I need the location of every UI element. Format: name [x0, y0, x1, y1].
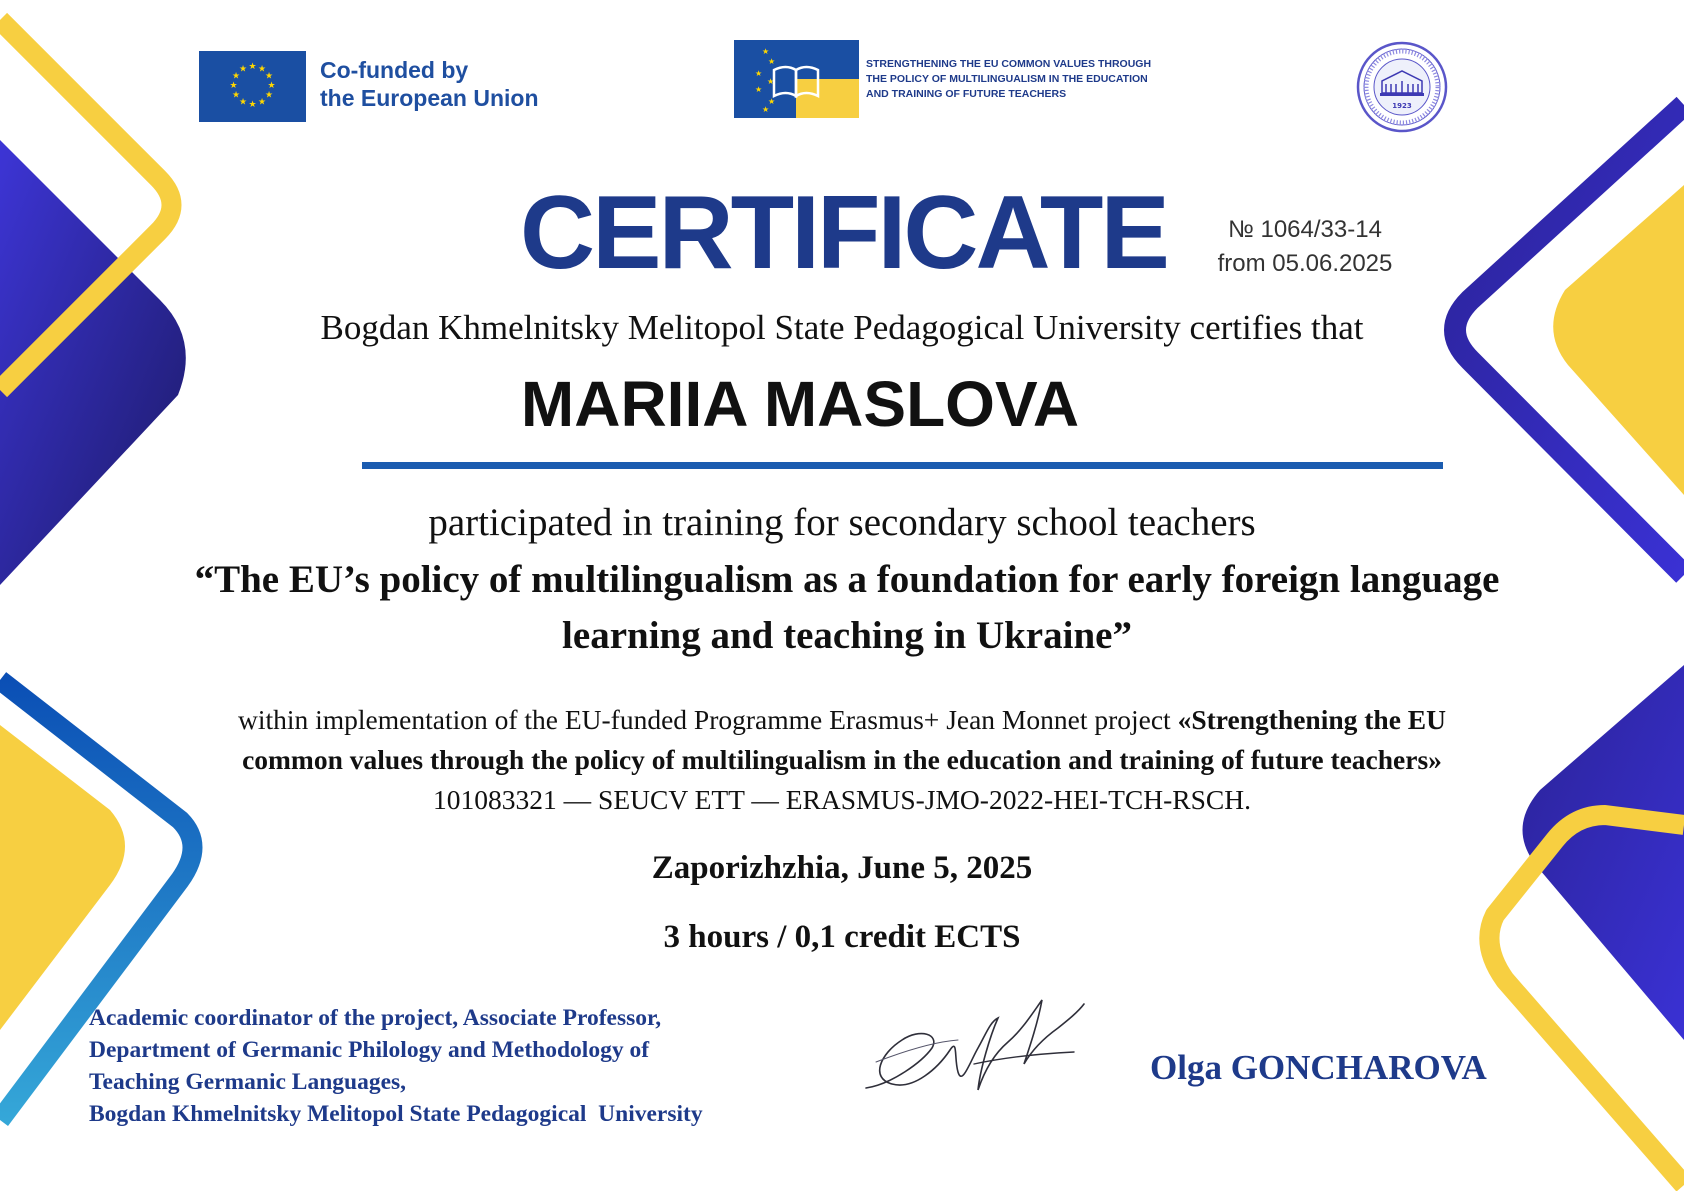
- svg-text:★: ★: [238, 64, 248, 75]
- svg-text:★: ★: [248, 100, 257, 110]
- project-code: 101083321 — SEUCV ETT — ERASMUS-JMO-2022-HEI-TCH-RSCH.: [433, 784, 1251, 815]
- signatory-name: Olga GONCHAROVA: [1150, 1048, 1487, 1087]
- project-logo-line-3: AND TRAINING OF FUTURE TEACHERS: [866, 88, 1067, 100]
- certifies-line: Bogdan Khmelnitsky Melitopol State Pedagogical University certifies that: [320, 308, 1364, 347]
- svg-text:★: ★: [762, 105, 770, 114]
- svg-text:★: ★: [768, 97, 776, 106]
- eu-funding-line-2: the European Union: [320, 85, 539, 111]
- svg-text:★: ★: [264, 71, 274, 82]
- certificate-number: № 1064/33-14: [1228, 216, 1382, 243]
- project-name-part-1: «Strengthening the EU: [1177, 704, 1446, 735]
- eu-funding-label: [320, 56, 580, 112]
- training-title-line-2: learning and teaching in Ukraine”: [562, 614, 1132, 657]
- seal-year: 1923: [1392, 102, 1412, 110]
- place-date: Zaporizhzhia, June 5, 2025: [651, 850, 1033, 886]
- eu-funding-line-1: Co-funded by: [320, 57, 469, 83]
- svg-text:★: ★: [767, 77, 775, 86]
- svg-text:★: ★: [238, 97, 248, 108]
- certificate-number-block: [1205, 213, 1405, 281]
- project-logo-line-1: STRENGTHENING THE EU COMMON VALUES THROUGH: [866, 58, 1152, 70]
- project-logo-text: [866, 57, 1196, 102]
- signatory-role-line-1: Academic coordinator of the project, Associate Professor,: [89, 1005, 662, 1031]
- svg-text:★: ★: [231, 90, 241, 101]
- project-statement-prefix: within implementation of the EU-funded Programme Erasmus+ Jean Monnet project: [237, 704, 1178, 735]
- svg-text:★: ★: [762, 47, 770, 56]
- project-logo-icon: [734, 40, 859, 118]
- svg-text:★: ★: [768, 57, 776, 66]
- training-hours: 3 hours / 0,1 credit ECTS: [663, 919, 1021, 955]
- svg-text:★: ★: [257, 97, 267, 108]
- svg-text:★: ★: [248, 62, 257, 72]
- handwritten-signature: [862, 992, 1086, 1102]
- svg-text:★: ★: [231, 71, 241, 82]
- svg-text:★: ★: [755, 85, 763, 94]
- training-title-line-1: “The EU’s policy of multilingualism as a foundation for early foreign language: [194, 558, 1500, 601]
- certificate-title: CERTIFICATE: [520, 175, 1167, 291]
- training-title: [110, 552, 1584, 664]
- signatory-role-line-2: Department of Germanic Philology and Methodology of: [89, 1037, 650, 1063]
- svg-text:★: ★: [229, 81, 238, 91]
- project-name-part-2: common values through the policy of multilingualism in the education and training of future teachers»: [242, 744, 1442, 775]
- recipient-name: MARIIA MASLOVA: [520, 368, 1080, 440]
- recipient-underline: [362, 462, 1443, 469]
- signatory-role-line-4: Bogdan Khmelnitsky Melitopol State Pedagogical University: [89, 1101, 703, 1127]
- signatory-role-line-3: Teaching Germanic Languages,: [89, 1069, 407, 1095]
- certificate-date: from 05.06.2025: [1217, 250, 1393, 277]
- signatory-role: [89, 1002, 809, 1130]
- project-statement: [180, 700, 1504, 820]
- svg-text:★: ★: [264, 90, 274, 101]
- svg-text:★: ★: [267, 81, 276, 91]
- svg-text:★: ★: [257, 64, 267, 75]
- project-logo-line-2: THE POLICY OF MULTILINGUALISM IN THE EDUCATION: [866, 73, 1148, 85]
- university-seal-icon: [1356, 41, 1448, 133]
- svg-text:★: ★: [755, 69, 763, 78]
- eu-flag-icon: [199, 51, 306, 122]
- participated-line: participated in training for secondary school teachers: [428, 501, 1256, 544]
